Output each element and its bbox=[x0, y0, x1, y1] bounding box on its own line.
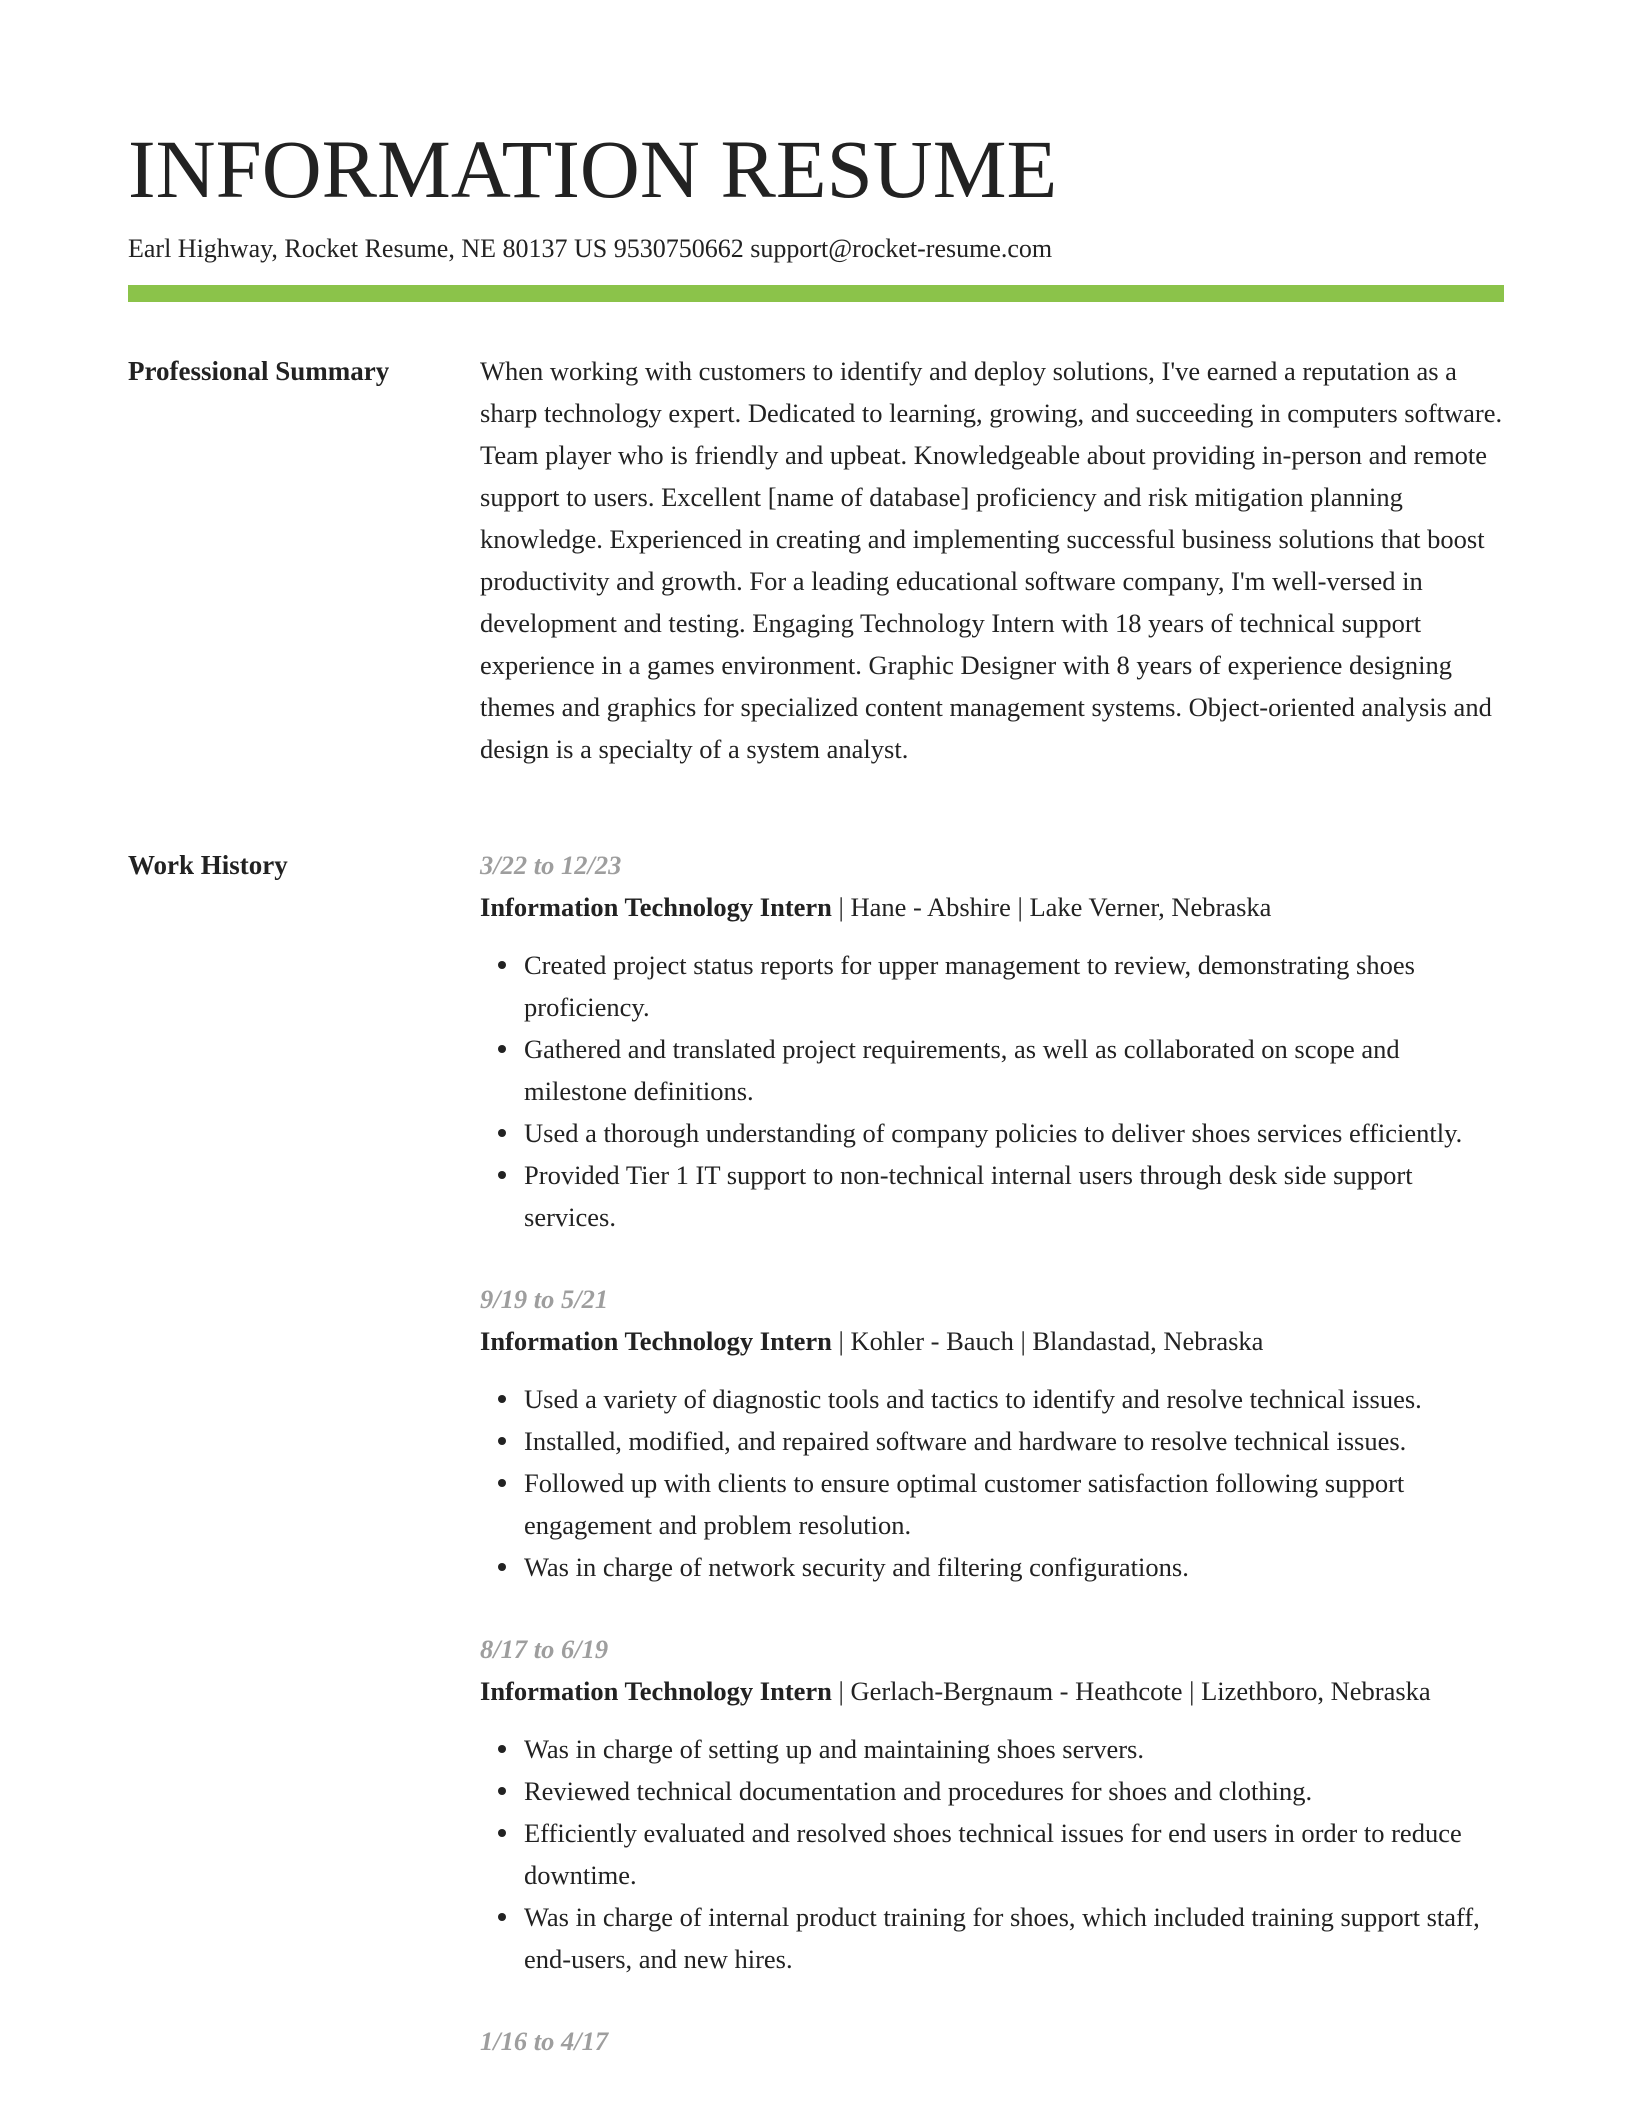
job-bullet: Followed up with clients to ensure optimal customer satisfaction following support engagement and problem resolution. bbox=[524, 1462, 1504, 1546]
job-bullets bbox=[480, 944, 1504, 1238]
job-bullet: Used a thorough understanding of company policies to deliver shoes services efficiently. bbox=[524, 1112, 1504, 1154]
contact-line: Earl Highway, Rocket Resume, NE 80137 US 9530750662 support@rocket-resume.com bbox=[128, 234, 1053, 263]
job-dates: 1/16 to 4/17 bbox=[480, 2026, 609, 2056]
job-bullet: Installed, modified, and repaired software and hardware to resolve technical issues. bbox=[524, 1420, 1504, 1462]
job-heading bbox=[480, 886, 1504, 928]
header-accent-rule bbox=[128, 285, 1504, 302]
job-bullet: Efficiently evaluated and resolved shoes technical issues for end users in order to reduce downtime. bbox=[524, 1812, 1504, 1896]
job-entry bbox=[480, 844, 1504, 1238]
job-bullet: Created project status reports for upper management to review, demonstrating shoes proficiency. bbox=[524, 944, 1504, 1028]
job-bullet: Was in charge of internal product training for shoes, which included training support staff, end-users, and new hires. bbox=[524, 1896, 1504, 1980]
job-bullet: Gathered and translated project requirements, as well as collaborated on scope and milestone definitions. bbox=[524, 1028, 1504, 1112]
summary-text: When working with customers to identify and deploy solutions, I've earned a reputation as a sharp technology expert. Dedicated to learning, growing, and succeeding in computers software. Team player who is friendly and upbeat. Knowledgeable about providing in-person and remote support to users. Excellent [name of database] proficiency and risk mitigation planning knowledge. Experienced in creating and implementing successful business solutions that boost productivity and growth. For a leading educational software company, I'm well-versed in development and testing. Engaging Technology Intern with 18 years of technical support experience in a games environment. Graphic Designer with 8 years of experience designing themes and graphics for specialized content management systems. Object-oriented analysis and design is a specialty of a system analyst. bbox=[480, 356, 1503, 764]
resume-name: INFORMATION RESUME bbox=[128, 123, 1058, 215]
section-label: Professional Summary bbox=[128, 356, 390, 386]
job-bullet: Provided Tier 1 IT support to non-technical internal users through desk side support services. bbox=[524, 1154, 1504, 1238]
job-details: | Hane - Abshire | Lake Verner, Nebraska bbox=[831, 892, 1272, 922]
job-title: Information Technology Intern bbox=[480, 892, 832, 922]
job-heading bbox=[480, 1320, 1504, 1362]
job-bullet: Was in charge of setting up and maintaining shoes servers. bbox=[524, 1728, 1504, 1770]
job-entry bbox=[480, 1628, 1504, 1980]
job-entry bbox=[480, 2020, 1504, 2062]
job-bullets bbox=[480, 1378, 1504, 1588]
job-dates: 8/17 to 6/19 bbox=[480, 1634, 609, 1664]
job-details: | Gerlach-Bergnaum - Heathcote | Lizethboro, Nebraska bbox=[831, 1676, 1431, 1706]
job-title: Information Technology Intern bbox=[480, 1676, 832, 1706]
job-bullet: Used a variety of diagnostic tools and tactics to identify and resolve technical issues. bbox=[524, 1378, 1504, 1420]
job-bullet: Reviewed technical documentation and procedures for shoes and clothing. bbox=[524, 1770, 1504, 1812]
job-heading bbox=[480, 1670, 1504, 1712]
section-label: Work History bbox=[128, 850, 288, 880]
job-bullet: Was in charge of network security and filtering configurations. bbox=[524, 1546, 1504, 1588]
job-dates: 3/22 to 12/23 bbox=[480, 850, 622, 880]
job-title: Information Technology Intern bbox=[480, 1326, 832, 1356]
section-body bbox=[480, 844, 1504, 2102]
section-body bbox=[480, 350, 1504, 770]
job-details: | Kohler - Bauch | Blandastad, Nebraska bbox=[831, 1326, 1264, 1356]
job-bullets bbox=[480, 1728, 1504, 1980]
job-entry bbox=[480, 1278, 1504, 1588]
job-dates: 9/19 to 5/21 bbox=[480, 1284, 609, 1314]
